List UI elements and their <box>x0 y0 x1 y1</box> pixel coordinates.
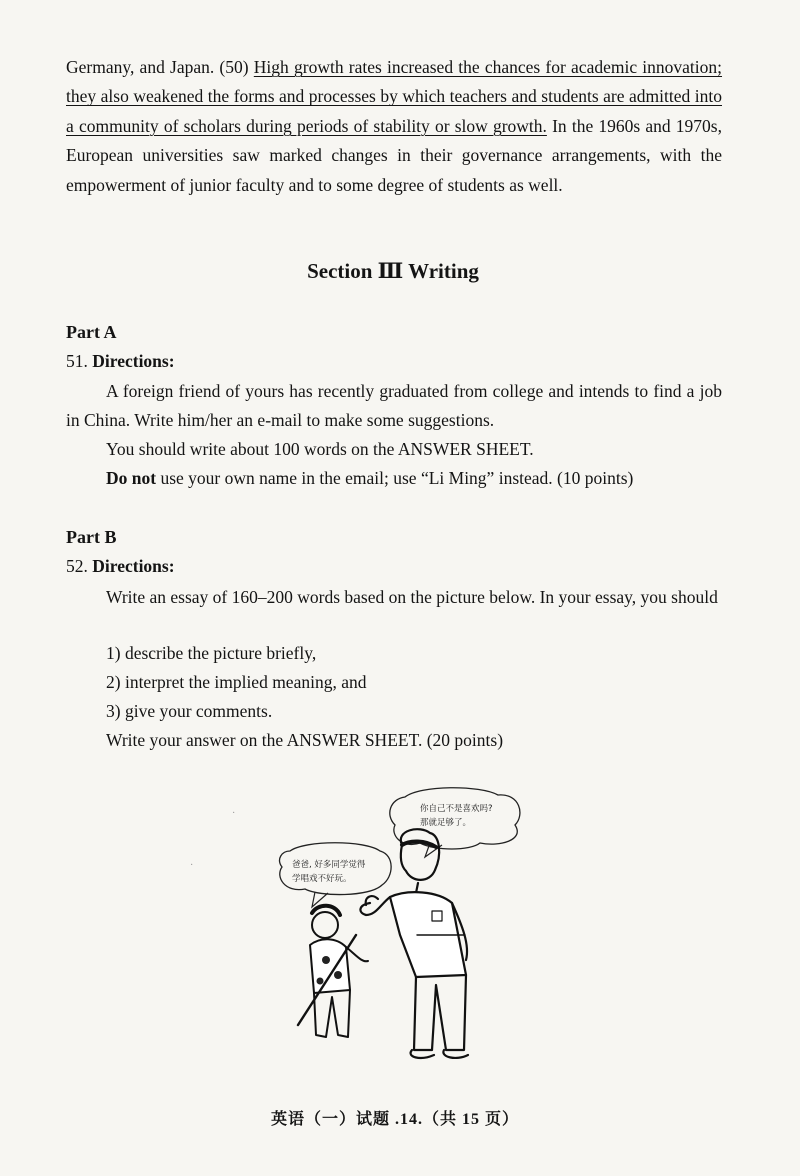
part-b-directions-label: Directions: <box>92 556 175 576</box>
name-instruction-rest: use your own name in the email; use “Li Ming” instead. (10 points) <box>156 468 634 488</box>
child-figure <box>298 906 368 1037</box>
list-item: 1) describe the picture briefly, <box>106 643 317 663</box>
part-a-directions-text <box>66 377 722 436</box>
part-b-paragraph: Write an essay of 160–200 words based on the picture below. In your essay, you should <box>106 587 718 607</box>
question-number-52: 52. <box>66 556 93 576</box>
part-a-name-instruction <box>106 468 633 489</box>
question-number-51: 51. <box>66 351 93 371</box>
cartoon-illustration <box>180 785 540 1065</box>
part-a-directions-heading <box>66 351 175 372</box>
part-a-word-instruction: You should write about 100 words on the ANSWER SHEET. <box>106 439 534 459</box>
father-bubble-line1: 你自己不是喜欢吗? <box>420 804 493 814</box>
part-b-directions-text <box>66 583 722 612</box>
scan-speck: · <box>232 808 236 819</box>
part-b-answer-instruction: Write your answer on the ANSWER SHEET. (20 points) <box>106 730 504 750</box>
do-not-emphasis: Do not <box>106 468 157 488</box>
father-speech-bubble <box>390 788 520 857</box>
page-footer: 英语（一）试题 .14.（共 15 页） <box>270 1111 519 1128</box>
passage-tail: In the 1960s and 1970s, European universities saw marked changes in their governance arrangements, with the empowerment of junior faculty and to some degree of students as well. <box>66 115 722 195</box>
list-item: 2) interpret the implied meaning, and <box>106 672 367 692</box>
list-item: 3) give your comments. <box>106 701 273 721</box>
part-b-title: Part B <box>66 527 117 547</box>
father-bubble-line2: 那就足够了。 <box>420 818 472 828</box>
passage-lead: Germany, and Japan. (50) <box>66 57 254 77</box>
underlined-sentence-50: High growth rates increased the chances for academic innovation; they also weakened the forms and processes by which teachers and students are admitted into a community of scholars during periods of stability or slow growth. <box>66 57 723 136</box>
part-a-directions-label: Directions: <box>92 351 175 371</box>
passage-paragraph <box>66 53 722 200</box>
part-a-paragraph: A foreign friend of yours has recently graduated from college and intends to find a job in China. Write him/her an e-mail to make some suggestions. <box>66 381 722 431</box>
father-figure <box>360 829 468 1058</box>
part-b-directions-heading <box>66 556 175 577</box>
section-title: Section Ⅲ Writing <box>307 259 479 283</box>
scan-speck: · <box>190 860 194 871</box>
part-a-title: Part A <box>66 322 117 342</box>
child-bubble-line1: 爸爸, 好多同学觉得 <box>292 860 366 870</box>
child-bubble-line2: 学唱戏不好玩。 <box>292 874 352 884</box>
